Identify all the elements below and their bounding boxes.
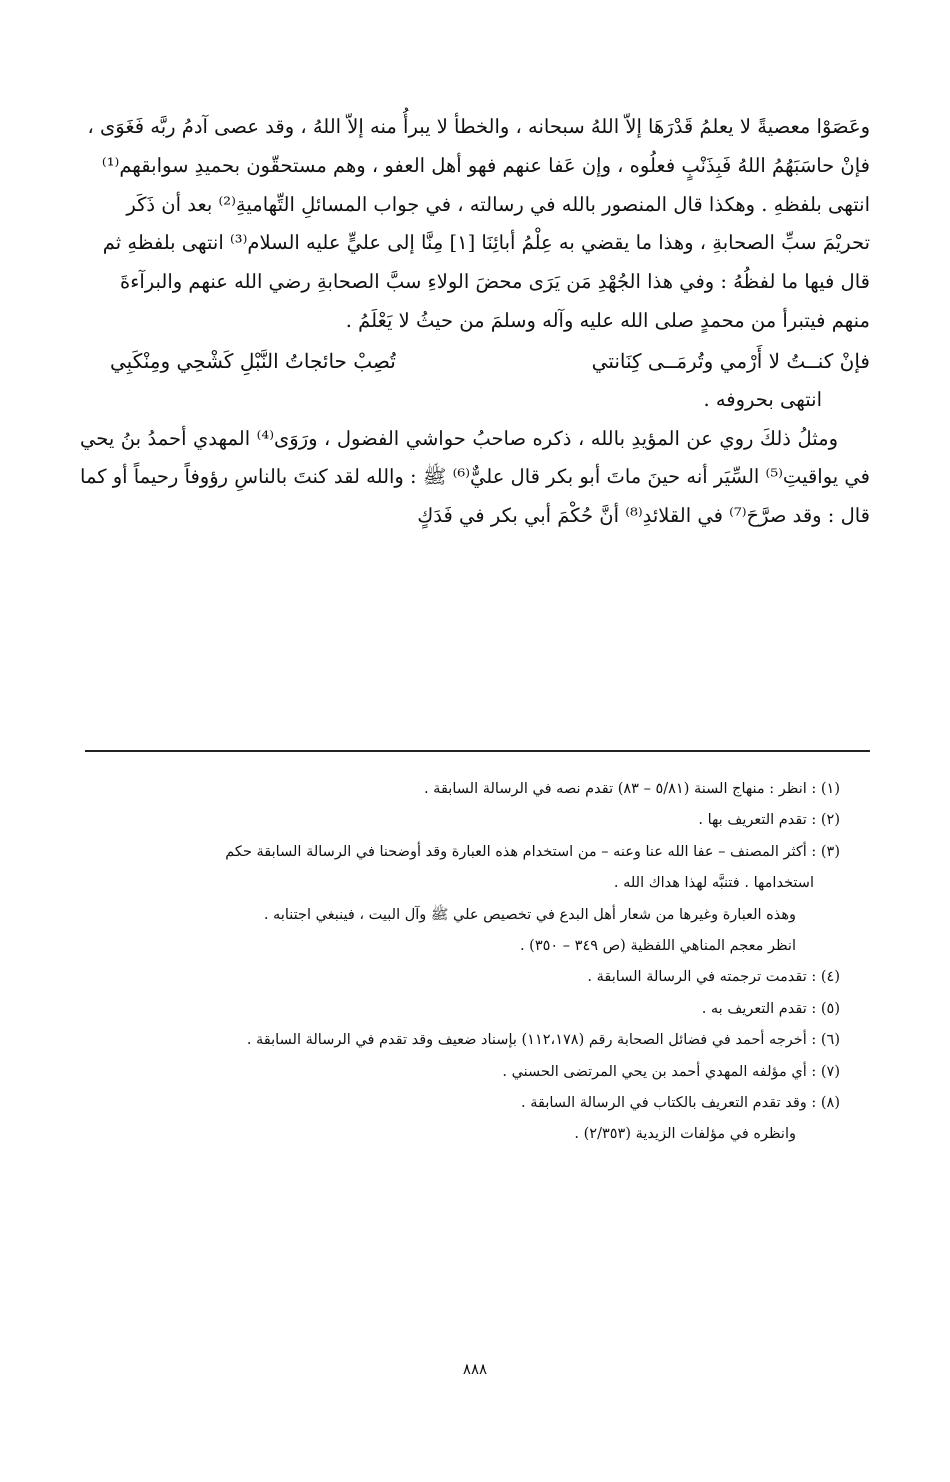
poem-hemistich-left: تُصِبْ حائجاتُ النَّبْلِ كَشْحِي ومِنْكَبِي [110,348,396,373]
footnote-8: (٨) : وقد تقدم التعريف بالكتاب في الرسالة السابقة . [521,1095,840,1112]
footnote-7: (٧) : أي مؤلفه المهدي أحمد بن يحي المرتضى الحسني . [502,1063,840,1080]
footnote-3-continued: استخدامها . فتنبَّه لهذا هداك الله . [613,875,814,892]
footnote-1: (١) : انظر : منهاج السنة (٥/٨١ – ٨٣) تقدم نصه في الرسالة السابقة . [423,781,840,797]
footnote-5: (٥) : تقدم التعريف به . [701,1000,840,1017]
body-paragraph-1: وعَصَوْا معصيةً لا يعلمُ قَدْرَهَا إلاّ اللهُ سبحانه ، والخطأ لا يبرأُ منه إلاّ اللهُ ، وقد عصى آدمُ ربَّه فَغَوَى ، فإنْ حاسَبَهُمُ اللهُ فَبِذَنْبٍ فعلُوه ، وإن عَفا عنهم فهو أهل العفو ، وهم مستحقّون بحميدِ سوابقهم⁽¹⁾ انتهى بلفظهِ . وهكذا قال المنصور بالله في رسالته ، في جواب المسائلِ التِّهاميةِ⁽²⁾ بعد أن ذَكَر تحريْمَ سبِّ الصحابةِ ، وهذا ما يقضي به عِلْمُ أبائِنَا [١] مِنَّا إلى عليٍّ عليه السلام⁽³⁾ انتهى بلفظهِ ثم قال فيها ما لفظُهُ : وفي هذا الجُهْدِ مَن يَرَى محضَ الولاءِ سبَّ الصحابةِ رضي الله عنهم والبرآءةَ منهم فيتبرأ من محمدٍ صلى الله عليه وآله وسلمَ من حيثُ لا يَعْلَمُ . [87,115,870,332]
footnote-3-note-2: انظر معجم المناهي اللفظية (ص ٣٤٩ – ٣٥٠) . [519,938,796,955]
main-text [80,108,870,536]
body-paragraph-2: ومثلُ ذلكَ روي عن المؤيدِ بالله ، ذكره صاحبُ حواشي الفضول ، ورَوَى⁽⁴⁾ المهدي أحمدُ بنُ يحي في يواقيتِ⁽⁵⁾ السِّيَر أنه حينَ ماتَ أبو بكر قال عليٌّ⁽⁶⁾ ﷺ : والله لقد كنتَ بالناسِ رؤوفاً رحيماً أو كما قال : وقد صرَّحَ⁽⁷⁾ في القلائدِ⁽⁸⁾ أنَّ حُكْمَ أبي بكر في فَدَكٍ [80,426,870,528]
footnote-8-continued: وانظره في مؤلفات الزيدية (٢/٣٥٣) . [574,1126,796,1143]
after-poem-text: انتهى بحروفه . [703,387,822,411]
footnote-6: (٦) : أخرجه أحمد في فضائل الصحابة رقم (١١٢،١٧٨) بإسناد ضعيف وقد تقدم في الرسالة السابقة . [246,1032,840,1049]
poem-verse [80,341,870,381]
page-number: ٨٨٨ [462,1360,488,1378]
footnote-2: (٢) : تقدم التعريف بها . [698,812,840,829]
footnote-3: (٣) : أكثر المصنف – عفا الله عنا وعنه – من استخدام هذه العبارة وقد أوضحنا في الرسالة السابقة حكم [225,843,840,860]
footnotes [80,774,840,1151]
poem-hemistich-right: فإنْ كنــتُ لا أَرْمي وتُرمَــى كِنَانتي [591,348,870,373]
footnote-divider [85,750,870,752]
footnote-4: (٤) : تقدمت ترجمته في الرسالة السابقة . [587,969,840,986]
footnote-3-note-1: وهذه العبارة وغيرها من شعار أهل البدع في تخصيص علي ﷺ وآل البيت ، فينبغي اجتنابه . [263,906,796,923]
